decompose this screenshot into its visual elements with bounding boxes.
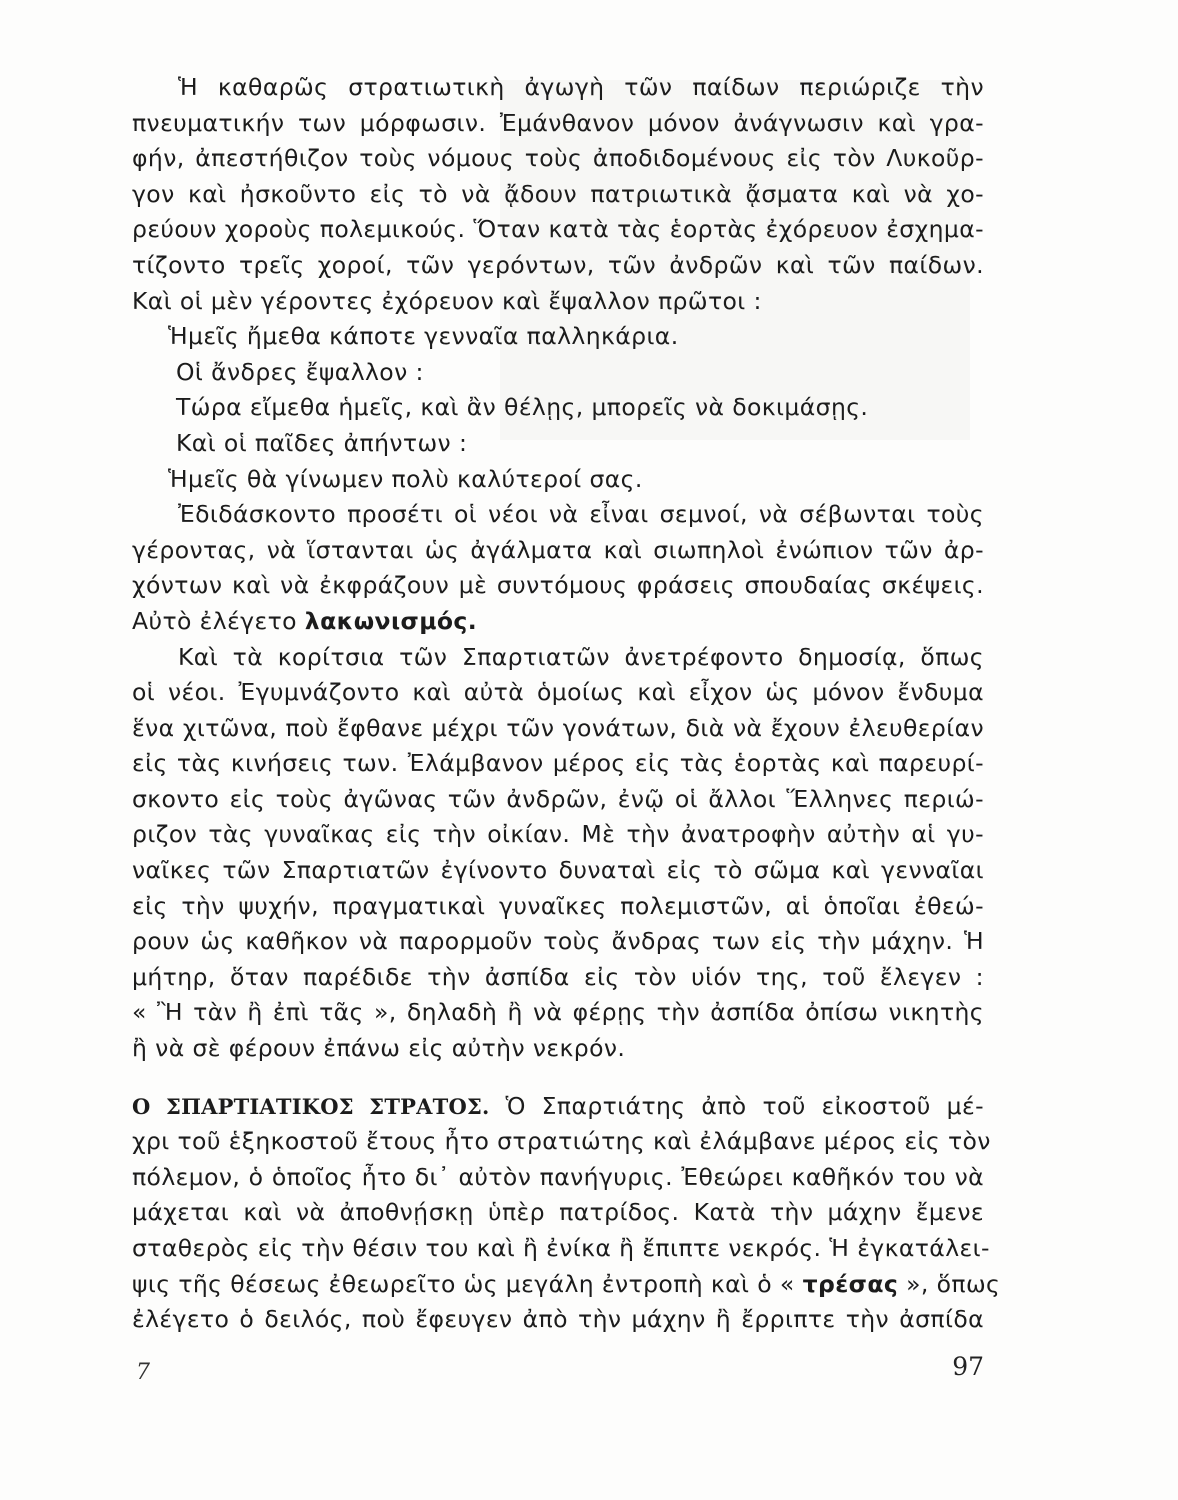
text-line: Καὶ τὰ κορίτσια τῶν Σπαρτιατῶν ἀνετρέφοντο δημοσίᾳ, ὅπως bbox=[178, 642, 984, 671]
text-line: Καὶ οἱ μὲν γέροντες ἐχόρευον καὶ ἔψαλλον πρῶτοι : bbox=[132, 286, 762, 315]
page-number: 97 bbox=[952, 1352, 984, 1381]
text-line: μήτηρ, ὅταν παρέδιδε τὴν ἀσπίδα εἰς τὸν υἱόν της, τοῦ ἔλεγεν : bbox=[132, 962, 984, 991]
verse-boys: Ἡμεῖς θὰ γίνωμεν πολὺ καλύτεροί σας. bbox=[168, 464, 643, 493]
text-line: χόντων καὶ νὰ ἐκφράζουν μὲ συντόμους φράσεις σπουδαίας σκέψεις. bbox=[132, 571, 984, 600]
verse-elders: Ἡμεῖς ἤμεθα κάποτε γενναῖα παλληκάρια. bbox=[168, 322, 679, 351]
text-fragment: », ὅπως bbox=[898, 1269, 1001, 1298]
text-line: γον καὶ ἠσκοῦντο εἰς τὸ νὰ ᾄδουν πατριωτικὰ ᾄσματα καὶ νὰ χο- bbox=[132, 179, 984, 208]
verse-intro-men: Οἱ ἄνδρες ἔψαλλον : bbox=[176, 357, 424, 386]
section-spartan-army bbox=[132, 1089, 1001, 1338]
signature-mark: 7 bbox=[136, 1360, 150, 1385]
text-line: μάχεται καὶ νὰ ἀποθνῄσκῃ ὑπὲρ πατρίδος. Κατὰ τὴν μάχην ἔμενε bbox=[132, 1198, 984, 1227]
text-line: ρεύουν χοροὺς πολεμικούς. Ὅταν κατὰ τὰς ἑορτὰς ἐχόρευον ἐσχημα- bbox=[132, 215, 984, 244]
text-line: εἰς τὰς κινήσεις των. Ἐλάμβανον μέρος εἰς τὰς ἑορτὰς καὶ παρευρί- bbox=[132, 749, 984, 778]
text-column bbox=[132, 70, 1001, 1338]
text-line: σταθερὸς εἰς τὴν θέσιν του καὶ ἢ ἐνίκα ἢ ἔπιπτε νεκρός. Ἡ ἐγκατάλει- bbox=[132, 1234, 990, 1262]
text-line bbox=[132, 1267, 1001, 1303]
text-line: οἱ νέοι. Ἐγυμνάζοντο καὶ αὐτὰ ὁμοίως καὶ εἶχον ὡς μόνον ἔνδυμα bbox=[132, 678, 984, 707]
text-line: σκοντο εἰς τοὺς ἀγῶνας τῶν ἀνδρῶν, ἐνῷ οἱ ἄλλοι Ἕλληνες περιώ- bbox=[132, 784, 984, 813]
term-tresas: τρέσας bbox=[802, 1269, 899, 1298]
text-line: τίζοντο τρεῖς χοροί, τῶν γερόντων, τῶν ἀνδρῶν καὶ τῶν παίδων. bbox=[132, 250, 984, 279]
term-laconism: λακωνισμός. bbox=[304, 606, 478, 635]
text-line: χρι τοῦ ἑξηκοστοῦ ἔτους ἦτο στρατιώτης καὶ ἐλάμβανε μέρος εἰς τὸν bbox=[132, 1127, 991, 1156]
text-line: ρουν ὡς καθῆκον νὰ παρορμοῦν τοὺς ἄνδρας των εἰς τὴν μάχην. Ἡ bbox=[132, 927, 984, 956]
text-line: πνευματικήν των μόρφωσιν. Ἐμάνθανον μόνον ἀνάγνωσιν καὶ γρα- bbox=[132, 108, 984, 137]
paragraph-girls bbox=[132, 640, 984, 1067]
text-line: Ἡ καθαρῶς στρατιωτικὴ ἀγωγὴ τῶν παίδων περιώριζε τὴν bbox=[178, 73, 984, 101]
verse-men: Τώρα εἴμεθα ἡμεῖς, καὶ ἂν θέλῃς, μπορεῖς νὰ δοκιμάσῃς. bbox=[176, 393, 869, 422]
text-fragment: ψις τῆς θέσεως ἐθεωρεῖτο ὡς μεγάλη ἐντροπὴ καὶ ὁ « bbox=[132, 1269, 803, 1298]
paragraph-training bbox=[132, 70, 984, 319]
section-heading: Ο ΣΠΑΡΤΙΑΤΙΚΟΣ ΣΤΡΑΤΟΣ. bbox=[132, 1093, 490, 1119]
text-line bbox=[132, 604, 984, 640]
text-line: « Ἢ τὰν ἢ ἐπὶ τᾶς », δηλαδὴ ἢ νὰ φέρῃς τὴν ἀσπίδα ὀπίσω νικητὴς bbox=[132, 998, 984, 1027]
text-line: ἐλέγετο ὁ δειλός, ποὺ ἔφευγεν ἀπὸ τὴν μάχην ἢ ἔρριπτε τὴν ἀσπίδα bbox=[132, 1305, 984, 1334]
text-line: ναῖκες τῶν Σπαρτιατῶν ἐγίνοντο δυναταὶ εἰς τὸ σῶμα καὶ γενναῖαι bbox=[132, 856, 984, 885]
text-line: πόλεμον, ὁ ὁποῖος ἦτο δι᾽ αὐτὸν πανήγυρις. Ἐθεώρει καθῆκόν του νὰ bbox=[132, 1162, 984, 1191]
text-fragment: Ὁ Σπαρτιάτης ἀπὸ τοῦ εἰκοστοῦ μέ- bbox=[505, 1091, 984, 1120]
text-line: φήν, ἀπεστήθιζον τοὺς νόμους τοὺς ἀποδιδομένους εἰς τὸν Λυκοῦρ- bbox=[132, 144, 984, 173]
text-line: γέροντας, νὰ ἵστανται ὡς ἀγάλματα καὶ σιωπηλοὶ ἐνώπιον τῶν ἀρ- bbox=[132, 535, 984, 564]
text-line: ἕνα χιτῶνα, ποὺ ἔφθανε μέχρι τῶν γονάτων, διὰ νὰ ἔχουν ἐλευθερίαν bbox=[132, 713, 984, 742]
text-line: εἰς τὴν ψυχήν, πραγματικαὶ γυναῖκες πολεμιστῶν, αἱ ὁποῖαι ἐθεώ- bbox=[132, 891, 984, 920]
section-gap bbox=[132, 1067, 984, 1089]
text-line: Ἐδιδάσκοντο προσέτι οἱ νέοι νὰ εἶναι σεμνοί, νὰ σέβωνται τοὺς bbox=[178, 500, 984, 529]
text-line: ἢ νὰ σὲ φέρουν ἐπάνω εἰς αὐτὴν νεκρόν. bbox=[132, 1034, 626, 1063]
paragraph-laconism bbox=[132, 497, 984, 639]
text-line bbox=[132, 1089, 984, 1125]
text-fragment: Αὐτὸ ἐλέγετο bbox=[132, 606, 305, 635]
verse-intro-boys: Καὶ οἱ παῖδες ἀπήντων : bbox=[176, 428, 468, 457]
text-line: ριζον τὰς γυναῖκας εἰς τὴν οἰκίαν. Μὲ τὴν ἀνατροφὴν αὐτὴν αἱ γυ- bbox=[132, 820, 984, 849]
chant-verses bbox=[132, 319, 984, 497]
